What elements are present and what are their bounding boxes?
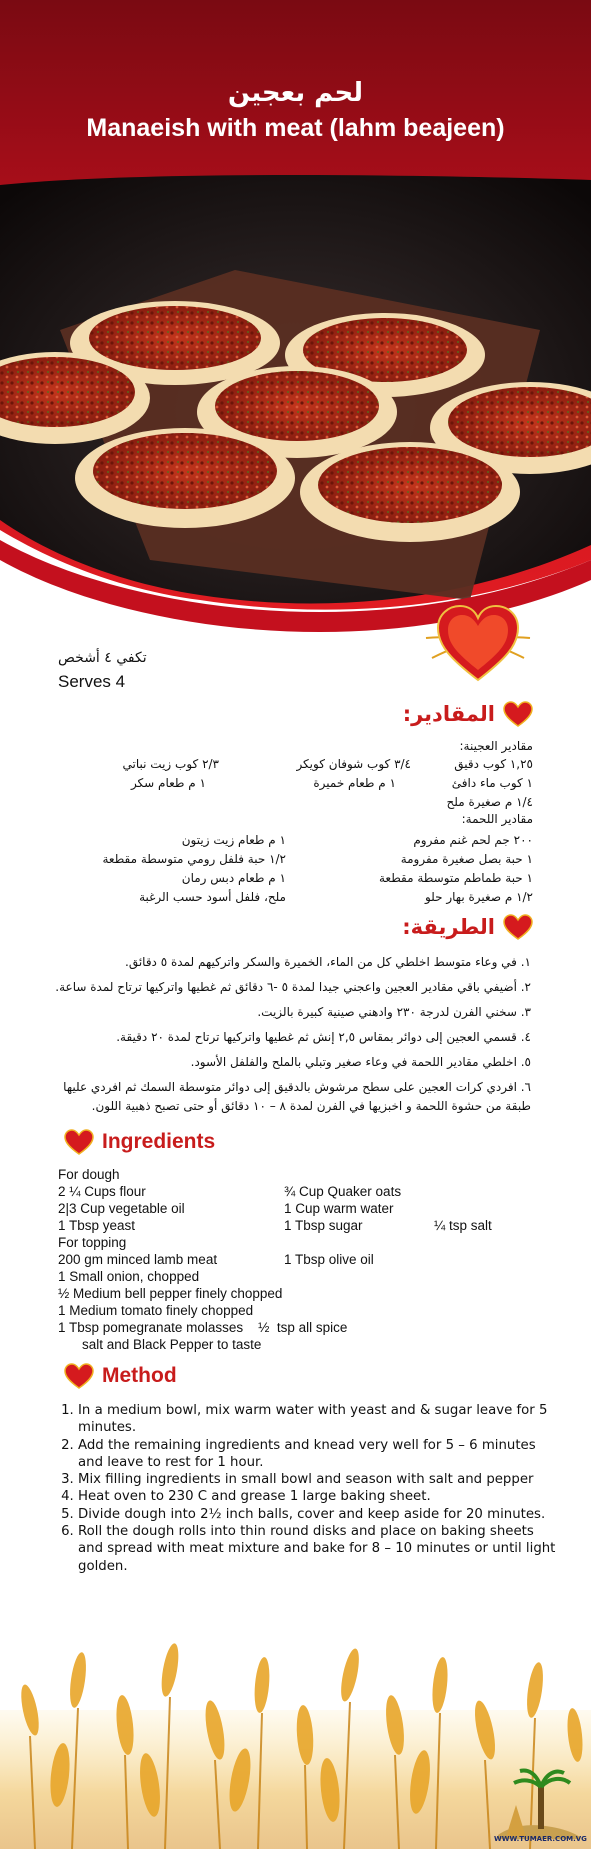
ar-topping-item: ١ حبة بصل صغيرة مفرومة: [400, 852, 533, 866]
list-item: ٣. سخني الفرن لدرجة ٢٣٠ وادهني صينية كبيرة بالزيت.: [257, 1005, 531, 1019]
ar-topping-item: ٢٠٠ جم لحم غنم مفروم: [413, 833, 533, 847]
list-item: 4. Heat oven to 230 C and grease 1 large baking sheet.: [78, 1488, 560, 1505]
en-topping-item: 1 Small onion, chopped: [58, 1269, 200, 1284]
heart-icon: [501, 700, 535, 728]
title-english: Manaeish with meat (lahm beajeen): [86, 114, 505, 142]
method-list-english: [58, 1402, 560, 1575]
en-topping-item: ½ Medium bell pepper finely chopped: [58, 1286, 283, 1301]
ar-dough-item: ٢/٣ كوب زيت نباتي: [122, 757, 219, 771]
ar-dough-item: ٣/٤ كوب شوفان كويكر: [296, 757, 411, 771]
dough-label-en: For dough: [58, 1167, 120, 1182]
topping-label-ar: مقادير اللحمة:: [461, 812, 533, 826]
topping-label-en: For topping: [58, 1235, 127, 1250]
ar-topping-item: ١ حبة طماطم متوسطة مقطعة: [378, 871, 533, 885]
site-logo: [492, 1765, 584, 1843]
en-dough-item: ¼ tsp salt: [434, 1218, 492, 1233]
method-list-arabic: [51, 953, 531, 1116]
ar-dough-item: ١ كوب ماء دافئ: [451, 776, 533, 790]
section-title: المقادير:: [402, 702, 495, 726]
list-item: 5. Divide dough into 2½ inch balls, cover and keep aside for 20 minutes.: [78, 1506, 560, 1523]
list-item: 6. Roll the dough rolls into thin round disks and place on baking sheets and spread with meat mixture and bake for 8 – 10 minutes or until light golden.: [78, 1523, 560, 1575]
en-dough-item: 1 Tbsp yeast: [58, 1218, 136, 1233]
list-item: ٤. قسمي العجين إلى دوائر بمقاس ٢,٥ إنش ثم غطيها واتركيها ترتاح لمدة ٢٠ دقيقة.: [116, 1030, 531, 1044]
list-item: ٥. اخلطي مقادير اللحمة في وعاء صغير وتبلي بالملح والفلفل الأسود.: [190, 1055, 531, 1069]
ar-dough-item: ١,٢٥ كوب دقيق: [454, 757, 533, 771]
en-dough-item: 2|3 Cup vegetable oil: [58, 1201, 185, 1216]
en-dough-item: 1 Tbsp sugar: [284, 1218, 363, 1233]
list-item: ٢. أضيفي باقي مقادير العجين واعجني جيدا لمدة ٥ -٦ دقائق ثم غطيها واتركيها ترتاح لمدة ساعة.: [55, 980, 531, 994]
en-topping-item: 200 gm minced lamb meat: [58, 1252, 218, 1267]
list-item: ٦. افردي كرات العجين على سطح مرشوش بالدقيق إلى دوائر متوسطة السمك ثم افردي عليها طبقة من حشوة اللحمة و اخبزيها في الفرن لمدة ٨ – ١٠ دقائق أو حتى تصبح ذهبية اللون.: [63, 1080, 531, 1113]
ar-dough-item: ١/٤ م صغيرة ملح: [446, 795, 533, 809]
en-dough-item: ¾ Cup Quaker oats: [284, 1184, 402, 1199]
ar-topping-item: ملح، فلفل أسود حسب الرغبة: [139, 890, 286, 904]
section-title: Ingredients: [102, 1130, 216, 1153]
ar-topping-item: ١ م طعام دبس رمان: [181, 871, 286, 885]
heart-icon: [501, 913, 535, 941]
list-item: 1. In a medium bowl, mix warm water with yeast and & sugar leave for 5 minutes.: [78, 1402, 560, 1437]
section-title: Method: [102, 1364, 177, 1387]
serves-english: Serves 4: [58, 672, 126, 691]
hero-banner: [0, 0, 591, 650]
heading-ingredients-english: [62, 1128, 215, 1156]
heading-method-arabic: [402, 913, 535, 941]
dough-label-ar: مقادير العجينة:: [459, 739, 533, 753]
section-title: الطريقة:: [402, 915, 495, 939]
ar-topping-item: ١/٢ م صغيرة بهار حلو: [424, 890, 533, 904]
en-topping-item: salt and Black Pepper to taste: [82, 1337, 262, 1352]
list-item: ١. في وعاء متوسط اخلطي كل من الماء، الخميرة والسكر واتركيهم لمدة ٥ دقائق.: [125, 955, 531, 969]
list-item: 3. Mix filling ingredients in small bowl and season with salt and pepper: [78, 1471, 560, 1488]
title-arabic: لحم بعجين: [227, 78, 364, 108]
en-dough-item: 2 ¼ Cups flour: [58, 1184, 146, 1199]
serves-arabic: تكفي ٤ أشخص: [58, 650, 147, 666]
heart-icon: [62, 1128, 96, 1156]
en-topping-item: 1 Tbsp pomegranate molasses ½ tsp all spice: [58, 1320, 348, 1335]
ar-dough-item: ١ م طعام سكر: [130, 776, 206, 790]
en-topping-item: 1 Tbsp olive oil: [284, 1252, 374, 1267]
heart-icon: [62, 1362, 96, 1390]
heading-ingredients-arabic: [403, 700, 535, 728]
site-url: WWW.TUMAER.COM.VG: [494, 1835, 587, 1843]
en-dough-item: 1 Cup warm water: [284, 1201, 394, 1216]
list-item: 2. Add the remaining ingredients and knead very well for 5 – 6 minutes and leave to rest for 1 hour.: [78, 1437, 560, 1472]
ar-topping-item: ١/٢ حبة فلفل رومي متوسطة مقطعة: [102, 852, 286, 866]
ar-topping-item: ١ م طعام زيت زيتون: [181, 833, 286, 847]
ar-dough-item: ١ م طعام خميرة: [313, 776, 396, 790]
heart-wheat-icon: [422, 588, 534, 688]
en-topping-item: 1 Medium tomato finely chopped: [58, 1303, 254, 1318]
heading-method-english: [62, 1362, 177, 1390]
